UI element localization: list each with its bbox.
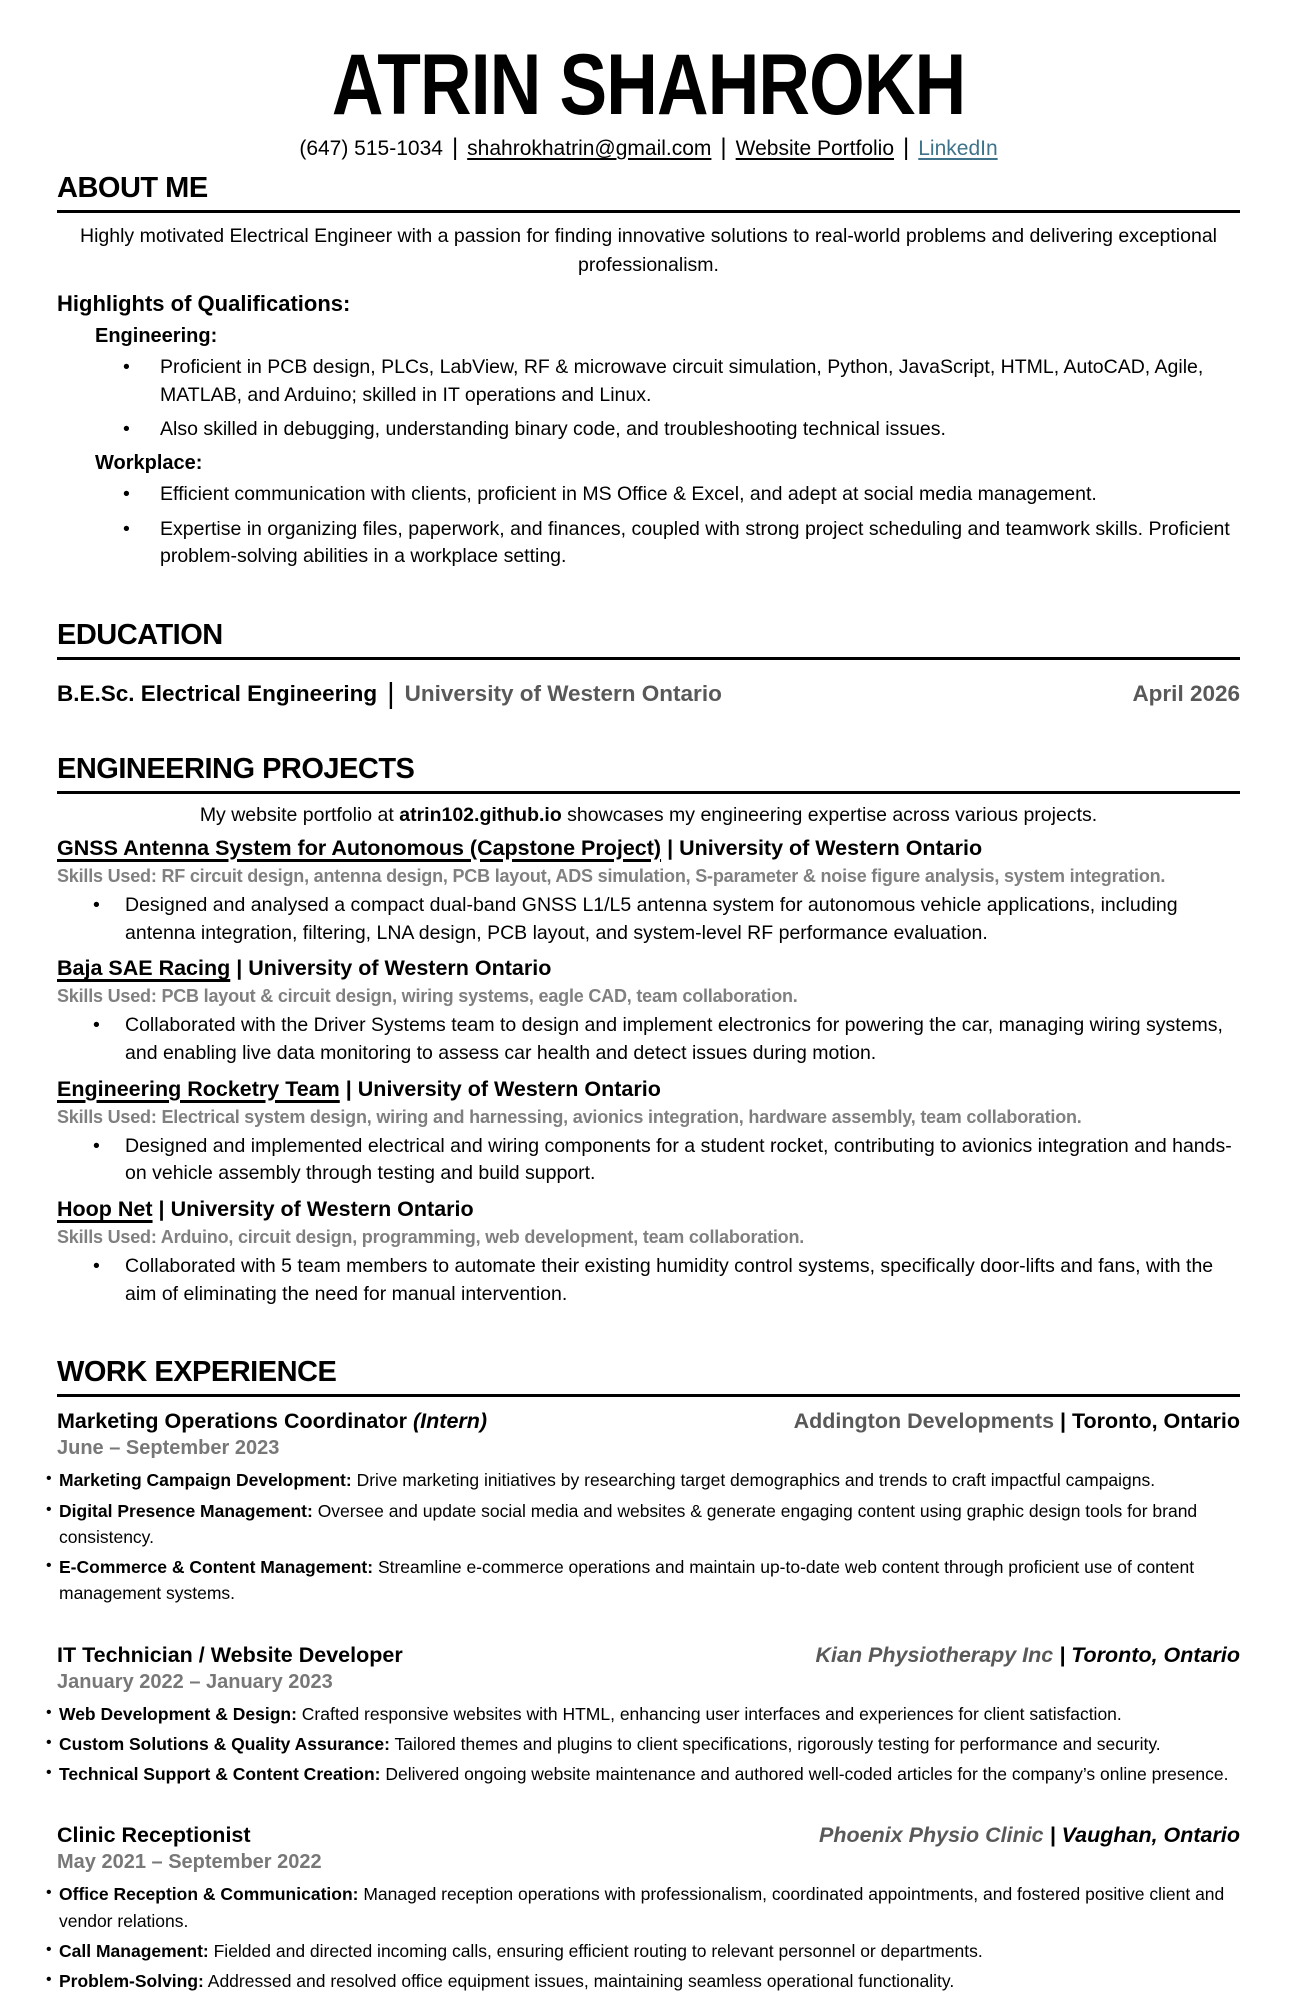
education-left bbox=[57, 676, 722, 709]
job-dates: June – September 2023 bbox=[57, 1437, 280, 1460]
bullet-item bbox=[59, 1498, 1240, 1551]
job-bullets bbox=[59, 1467, 1240, 1606]
project-bullets bbox=[57, 1012, 1240, 1067]
bullet-item bbox=[59, 1761, 1240, 1787]
bullet-label: Digital Presence Management: bbox=[59, 1500, 313, 1521]
bullet-label: Office Reception & Communication: bbox=[59, 1884, 359, 1905]
projects-intro bbox=[57, 804, 1240, 827]
job-role bbox=[57, 1823, 251, 1848]
bullet-item: • Expertise in organizing files, paperwork, and finances, coupled with strong project scheduling and teamwork skills. Proficient problem-solving abilities in a workplace setting. bbox=[57, 516, 1240, 571]
bullet-text: Streamline e-commerce operations and maintain up-to-date web content through proficient use of content management systems. bbox=[59, 1557, 1195, 1604]
pipe-separator: | bbox=[387, 677, 395, 710]
bullet-label: Web Development & Design: bbox=[59, 1703, 297, 1724]
bullet-label: Technical Support & Content Creation: bbox=[59, 1764, 381, 1785]
project-heading bbox=[57, 1077, 1240, 1102]
job-bullets bbox=[59, 1881, 1240, 1994]
pipe-separator: | bbox=[451, 134, 459, 162]
website-portfolio-link[interactable]: Website Portfolio bbox=[735, 137, 895, 161]
pipe-separator: | bbox=[720, 134, 727, 162]
linkedin-link[interactable]: LinkedIn bbox=[918, 137, 998, 161]
portfolio-domain: atrin102.github.io bbox=[399, 803, 562, 826]
job-bullets bbox=[59, 1701, 1240, 1788]
job-dates: May 2021 – September 2022 bbox=[57, 1851, 322, 1874]
job-item bbox=[57, 1409, 1240, 1606]
bullet-item bbox=[59, 1881, 1240, 1934]
project-item bbox=[57, 836, 1240, 947]
bullet-label: Custom Solutions & Quality Assurance: bbox=[59, 1733, 390, 1754]
engineering-bullets bbox=[57, 354, 1240, 444]
project-heading bbox=[57, 1197, 1240, 1222]
pipe-separator: | bbox=[903, 134, 910, 162]
project-org: University of Western Ontario bbox=[248, 956, 552, 981]
phone-number: (647) 515-1034 bbox=[299, 137, 443, 161]
project-heading bbox=[57, 836, 1240, 861]
pipe-separator: | bbox=[345, 1076, 352, 1101]
bullet-item: • Also skilled in debugging, understanding binary code, and troubleshooting technical issues. bbox=[57, 416, 1240, 444]
pipe-separator: | bbox=[158, 1197, 165, 1222]
bullet-item: • Collaborated with 5 team members to automate their existing humidity control systems, specifically door-lifts and fans, with the aim of eliminating the need for manual intervention. bbox=[57, 1253, 1240, 1308]
bullet-item: • Designed and analysed a compact dual-band GNSS L1/L5 antenna system for autonomous vehicle applications, including antenna integration, filtering, LNA design, PCB layout, and system-level RF performance evaluation. bbox=[57, 892, 1240, 947]
bullet-item bbox=[59, 1968, 1240, 1994]
graduation-date: April 2026 bbox=[1132, 680, 1240, 706]
project-org: University of Western Ontario bbox=[170, 1197, 474, 1222]
job-title: Clinic Receptionist bbox=[57, 1823, 251, 1848]
job-item bbox=[57, 1823, 1240, 1994]
pipe-separator: | bbox=[236, 956, 243, 981]
bullet-item bbox=[59, 1701, 1240, 1727]
job-location: | Vaughan, Ontario bbox=[1043, 1823, 1240, 1848]
bullet-label: Call Management: bbox=[59, 1940, 209, 1961]
bullet-item: • Efficient communication with clients, proficient in MS Office & Excel, and adept at social media management. bbox=[57, 481, 1240, 509]
about-summary: Highly motivated Electrical Engineer with a passion for finding innovative solutions to real-world problems and delivering exceptional professionalism. bbox=[79, 225, 1218, 276]
bullet-text: Oversee and update social media and websites & generate engaging content using graphic design tools for brand consistency. bbox=[59, 1500, 1198, 1547]
bullet-text: Delivered ongoing website maintenance and authored well-coded articles for the company’s online presence. bbox=[380, 1764, 1229, 1785]
bullet-item bbox=[59, 1467, 1240, 1493]
bullet-text: Tailored themes and plugins to client specifications, rigorously testing for performance and security. bbox=[389, 1733, 1161, 1754]
bullet-item bbox=[59, 1731, 1240, 1757]
job-heading bbox=[57, 1823, 1240, 1848]
bullet-text: Addressed and resolved office equipment issues, maintaining seamless operational functionality. bbox=[203, 1971, 955, 1992]
job-heading bbox=[57, 1643, 1240, 1668]
project-org: University of Western Ontario bbox=[679, 835, 983, 860]
job-title: IT Technician / Website Developer bbox=[57, 1642, 403, 1667]
highlights-title: Highlights of Qualifications: bbox=[57, 290, 351, 316]
person-name: ATRIN SHAHROKH bbox=[331, 37, 966, 133]
bullet-item: • Collaborated with the Driver Systems team to design and implement electronics for powering the car, managing wiring systems, and enabling live data monitoring to assess car health and detect issues during motion. bbox=[57, 1012, 1240, 1067]
group-label-workplace: Workplace: bbox=[95, 451, 203, 474]
project-title: Engineering Rocketry Team bbox=[57, 1076, 340, 1101]
bullet-text: Managed reception operations with professionalism, coordinated appointments, and fostered positive client and vendor relations. bbox=[59, 1884, 1225, 1931]
job-role bbox=[57, 1409, 487, 1434]
work-section-title: WORK EXPERIENCE bbox=[57, 1356, 1240, 1397]
project-bullets bbox=[57, 1133, 1240, 1188]
workplace-bullets bbox=[57, 481, 1240, 571]
pipe-separator: | bbox=[667, 835, 674, 860]
education-row bbox=[57, 676, 1240, 709]
bullet-label: E-Commerce & Content Management: bbox=[59, 1557, 374, 1578]
job-location: | Toronto, Ontario bbox=[1054, 1409, 1240, 1434]
bullet-text: Fielded and directed incoming calls, ensuring efficient routing to relevant personnel or departments. bbox=[208, 1940, 983, 1961]
skills-line: Skills Used: Electrical system design, wiring and harnessing, avionics integration, hardware assembly, team collaboration. bbox=[57, 1106, 1082, 1127]
company-name: Addington Developments bbox=[793, 1409, 1055, 1434]
bullet-item: • Proficient in PCB design, PLCs, LabView, RF & microwave circuit simulation, Python, JavaScript, HTML, AutoCAD, Agile, MATLAB, and Arduino; skilled in IT operations and Linux. bbox=[57, 354, 1240, 409]
job-org bbox=[794, 1409, 1240, 1434]
job-heading bbox=[57, 1409, 1240, 1434]
project-title: GNSS Antenna System for Autonomous (Capstone Project) bbox=[57, 835, 662, 860]
project-heading bbox=[57, 956, 1240, 981]
bullet-item bbox=[59, 1554, 1240, 1607]
job-item bbox=[57, 1643, 1240, 1788]
degree-name: B.E.Sc. Electrical Engineering bbox=[57, 680, 378, 706]
project-item bbox=[57, 956, 1240, 1067]
intro-suffix: showcases my engineering expertise across various projects. bbox=[561, 803, 1098, 826]
skills-line: Skills Used: Arduino, circuit design, programming, web development, team collaboration. bbox=[57, 1227, 805, 1248]
project-title: Hoop Net bbox=[57, 1197, 153, 1222]
about-section-title: ABOUT ME bbox=[57, 172, 1240, 213]
bullet-label: Problem-Solving: bbox=[59, 1971, 204, 1992]
email-link[interactable]: shahrokhatrin@gmail.com bbox=[467, 137, 712, 161]
job-org bbox=[819, 1823, 1240, 1848]
bullet-label: Marketing Campaign Development: bbox=[59, 1470, 352, 1491]
job-title: Marketing Operations Coordinator bbox=[57, 1409, 408, 1434]
company-name: Kian Physiotherapy Inc bbox=[815, 1642, 1054, 1667]
bullet-text: Drive marketing initiatives by researching target demographics and trends to craft impactful campaigns. bbox=[351, 1470, 1156, 1491]
bullet-item bbox=[59, 1938, 1240, 1964]
project-bullets bbox=[57, 892, 1240, 947]
project-org: University of Western Ontario bbox=[357, 1076, 661, 1101]
company-name: Phoenix Physio Clinic bbox=[819, 1823, 1044, 1848]
job-org bbox=[815, 1643, 1240, 1668]
project-bullets bbox=[57, 1253, 1240, 1308]
group-label-engineering: Engineering: bbox=[95, 324, 218, 347]
projects-section-title: ENGINEERING PROJECTS bbox=[57, 753, 1240, 794]
skills-line: Skills Used: PCB layout & circuit design, wiring systems, eagle CAD, team collaboration. bbox=[57, 986, 798, 1007]
bullet-text: Crafted responsive websites with HTML, enhancing user interfaces and experiences for client satisfaction. bbox=[296, 1703, 1122, 1724]
job-role bbox=[57, 1643, 403, 1668]
project-item bbox=[57, 1077, 1240, 1188]
job-title-note: (Intern) bbox=[413, 1409, 488, 1434]
school-name: University of Western Ontario bbox=[404, 680, 722, 706]
intro-prefix: My website portfolio at bbox=[199, 803, 400, 826]
job-location: | Toronto, Ontario bbox=[1053, 1642, 1240, 1667]
header bbox=[57, 37, 1240, 133]
project-title: Baja SAE Racing bbox=[57, 956, 231, 981]
bullet-item: • Designed and implemented electrical and wiring components for a student rocket, contributing to avionics integration and hands-on vehicle assembly through testing and build support. bbox=[57, 1133, 1240, 1188]
project-item bbox=[57, 1197, 1240, 1308]
contact-line bbox=[57, 134, 1240, 162]
skills-line: Skills Used: RF circuit design, antenna design, PCB layout, ADS simulation, S-parameter & noise figure analysis, system integration. bbox=[57, 865, 1166, 886]
job-dates: January 2022 – January 2023 bbox=[57, 1670, 333, 1693]
education-section-title: EDUCATION bbox=[57, 619, 1240, 660]
